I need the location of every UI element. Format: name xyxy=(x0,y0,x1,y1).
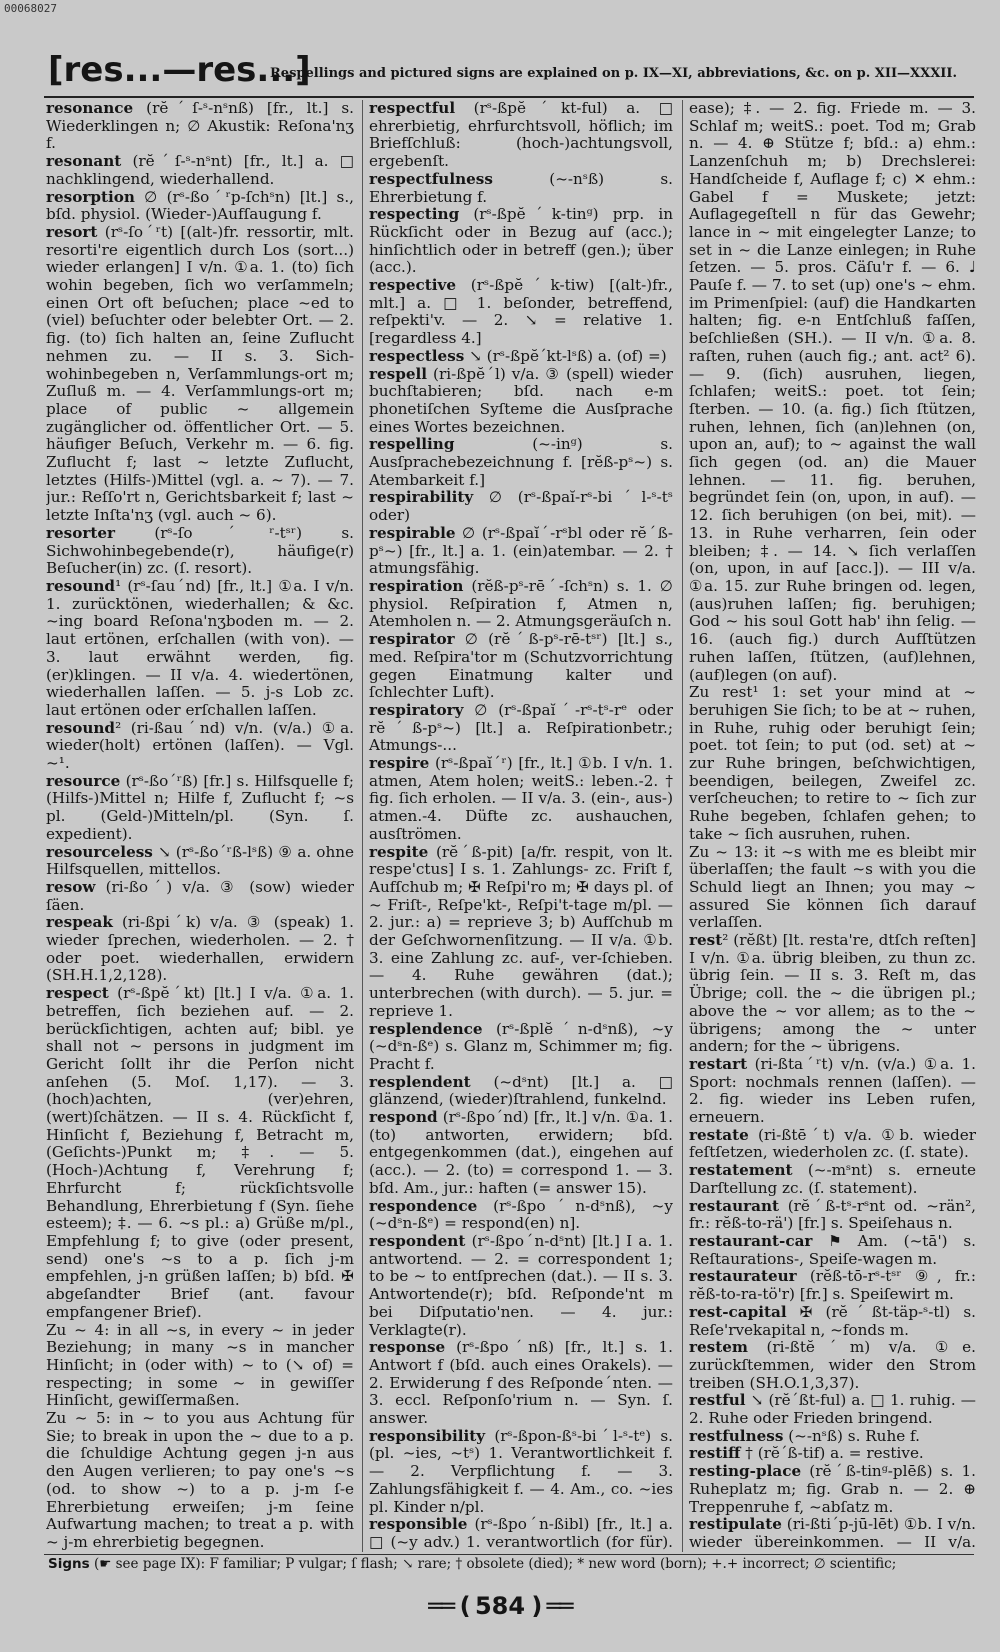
entry-headword: resource xyxy=(46,771,121,790)
header-rule xyxy=(44,96,974,98)
dictionary-entry xyxy=(46,985,354,1321)
entry-definition: (rˢ-ßpoˊn-dˢnt) [lt.] I a. 1. antwortend. — 2. = correspondent 1; to be ~ to entſprechen (dat.). — II s. 3. Antwortende(r); bſd. Reſponde'nt m bei Diſputatio'nen. — 4. jur.: Verklagte(r). xyxy=(369,1232,673,1339)
entry-headword: respirable xyxy=(369,523,456,542)
dictionary-entry xyxy=(46,100,354,153)
dictionary-entry xyxy=(46,153,354,188)
entry-definition: (rĕˊß-tinᵍ-plēß) s. 1. Ruheplatz m; fig. Grab n. — 2. ⊕ Treppenruhe f, ~abſatz m. xyxy=(689,1462,976,1516)
entry-headword: respectless xyxy=(369,346,465,365)
column-1 xyxy=(46,100,354,1552)
dictionary-entry xyxy=(46,1322,354,1411)
dictionary-entry xyxy=(689,1162,976,1197)
dictionary-entry xyxy=(369,1198,673,1233)
entry-headword: restate xyxy=(689,1125,749,1144)
dictionary-entry xyxy=(369,844,673,1021)
entry-headword: resort xyxy=(46,222,98,241)
entry-definition: (rˢ-ſoˊʳ-tˢʳ) s. Sichwohinbegebende(r), häufige(r) Beſucher(in) zc. (ſ. resort). xyxy=(46,523,354,578)
entry-headword: respecting xyxy=(369,205,460,224)
entry-headword: resound xyxy=(46,576,116,595)
entry-definition: (rˢ-ßpĕˊkt-ful) a. □ ehrerbietig, ehrfurchtsvoll, höflich; im Briefſchluß: (hoch-)achtungsvoll, ergebenſt. xyxy=(369,100,673,171)
dictionary-entry xyxy=(689,844,976,933)
entry-definition: (~-inᵍ) s. Ausſprachebezeichnung f. [rĕß-pˢ~) s. Atembarkeit f.] xyxy=(369,435,673,489)
entry-definition: ⚑ Am. (~tā') s. Reſtaurations-, Speiſe-wagen m. xyxy=(689,1232,976,1268)
entry-headword: resonance xyxy=(46,100,134,117)
dictionary-entry xyxy=(369,100,673,171)
entry-definition: Zu ~ 13: it ~s with me es bleibt mir überlaſſen; the fault ~s with you die Schuld liegt an Ihnen; you may ~ assured Sie können ſich darauf verlaſſen. xyxy=(689,842,976,932)
dictionary-entry xyxy=(369,578,673,631)
entry-headword: resonant xyxy=(46,152,122,171)
columns xyxy=(46,100,976,1552)
dictionary-entry xyxy=(369,1021,673,1074)
dictionary-entry xyxy=(369,1074,673,1109)
page-number-block xyxy=(0,1592,1000,1620)
dictionary-entry xyxy=(46,914,354,985)
header-note: Respellings and pictured signs are explained on p. IX—XI, abbreviations, &c. on p. XII—XXXII. xyxy=(270,66,957,81)
dictionary-entry xyxy=(46,879,354,914)
entry-headword: respondence xyxy=(369,1196,478,1215)
entry-headword: restem xyxy=(689,1338,748,1357)
page-number: 584 xyxy=(474,1592,526,1620)
entry-headword: restaurant xyxy=(689,1196,780,1215)
dictionary-entry xyxy=(369,1428,673,1517)
entry-definition: (rˢ-ßpoˊn-dˢnß), ~y (~dˢn-ßᵉ) = respond(en) n]. xyxy=(369,1196,673,1233)
entry-definition: (rĕß-tō-rˢ-tˢʳ ⑨, fr.: rĕß-to-ra-tö'r) [fr.] s. Speiſewirt m. xyxy=(689,1267,976,1304)
entry-definition: (ri-ßtaˊʳt) v/n. (v/a.) ①a. 1. Sport: nochmals rennen (laſſen). — 2. fig. wieder ins Leben rufen, erneuern. xyxy=(689,1054,976,1127)
entry-headword xyxy=(46,1551,162,1552)
dictionary-entry xyxy=(689,1127,976,1162)
dictionary-entry xyxy=(369,1516,673,1552)
dictionary-entry xyxy=(46,1410,354,1552)
entry-headword: respectfulness xyxy=(369,169,493,188)
dictionary-entry xyxy=(689,1428,976,1446)
entry-definition: ∅ (rĕˊß-pˢ-rē-tˢʳ) [lt.] s., med. Reſpira'tor m (Schutzvorrichtung gegen Einatmung kalter und ſchlechter Luft). xyxy=(369,630,673,702)
footer-rule xyxy=(44,1554,974,1555)
dictionary-entry xyxy=(369,702,673,755)
entry-definition: ↘ (rˢ-ßpĕˊkt-lˢß) a. (of) =) xyxy=(464,346,667,365)
entry-headword: respectful xyxy=(369,100,456,117)
entry-headword: respondent xyxy=(369,1232,466,1250)
entry-headword: respect xyxy=(46,984,109,1003)
entry-definition: (~-nˢß) s. Ehrerbietung f. xyxy=(369,169,673,206)
dictionary-entry xyxy=(369,436,673,489)
entry-definition: (ri-ßpĕˊl) v/a. ③ (spell) wieder buchſtabieren; bſd. nach e-m phonetiſchen Syſteme die Ausſprache eines Wortes bezeichnen. xyxy=(369,364,673,436)
dictionary-entry xyxy=(369,206,673,277)
entry-headword: resorption xyxy=(46,187,135,206)
entry-definition: (ri-ßtiˊp-jū-lēt) ①b. I v/n. wieder übereinkommen. — II v/a. xyxy=(689,1515,976,1551)
entry-headword: resow xyxy=(46,877,96,896)
entry-definition: † (rĕˊß-tif) a. = restive. xyxy=(740,1444,924,1463)
dictionary-entry xyxy=(369,1233,673,1339)
entry-headword: restaurateur xyxy=(689,1267,797,1286)
entry-definition: (rˢ-ßplĕˊn-dˢnß), ~y (~dˢn-ßᵉ) s. Glanz m, Schimmer m; fig. Pracht f. xyxy=(369,1019,673,1073)
page-number-left-ornament: ══ ( xyxy=(428,1592,475,1620)
entry-definition: Zu rest¹ 1: set your mind at ~ beruhigen Sie ſich; to be at ~ ruhen, in Ruhe, ruhig oder beruhigt ſein; poet. tot ſein; to put (od. set) at ~ zur Ruhe bringen, beſchwichtigen, beendigen, beilegen, Zweifel zc. verſcheuchen; to retire to ~ ſich zur Ruhe begeben, ſchlafen gehen; to take ~ ſich ausruhen, ruhen. xyxy=(689,683,976,843)
entry-definition: (ri-ßoˊ) v/a. ③ (sow) wieder ſäen. xyxy=(46,877,354,914)
entry-definition: (rĕˊß-tˢ-rˢnt od. ~rän², fr.: rĕß-to-rä') [fr.] s. Speiſehaus n. xyxy=(689,1196,976,1233)
dictionary-entry xyxy=(46,720,354,773)
entry-headword: respire xyxy=(369,754,430,773)
dictionary-entry xyxy=(369,489,673,524)
entry-headword: respite xyxy=(369,842,429,861)
entry-definition: ∅ (rˢ-ßpaĭˊ-rˢbl oder rĕˊß-pˢ~) [fr., lt.] a. 1. (ein)atembar. — 2. † atmungsfähig. xyxy=(369,523,673,578)
entry-headword: respirability xyxy=(369,488,474,507)
entry-headword: restart xyxy=(689,1054,748,1073)
entry-definition: (ri-ßtēˊt) v/a. ①b. wieder feſtſetzen, wiederholen zc. (ſ. state). xyxy=(689,1125,976,1162)
entry-headword: respective xyxy=(369,276,457,295)
entry-headword: responsible xyxy=(369,1515,468,1534)
dictionary-entry xyxy=(46,224,354,525)
dictionary-entry xyxy=(689,1056,976,1127)
dictionary-entry xyxy=(46,844,354,879)
entry-headword: restiff xyxy=(689,1444,741,1463)
dictionary-entry xyxy=(369,755,673,844)
entry-definition: (rˢ-ßpoˊnß) [fr., lt.] s. 1. Antwort f (bſd. auch eines Orakels). — 2. Erwiderung f des Reſpondeˊnten. — 3. eccl. Reſponſo'rium n. — Syn. ſ. answer. xyxy=(369,1338,673,1428)
dictionary-entry xyxy=(46,525,354,578)
entry-headword: resplendent xyxy=(369,1072,471,1091)
entry-definition: ¹ (rˢ-ſauˊnd) [fr., lt.] ①a. I v/n. 1. zurücktönen, wiederhallen; & &c. ~ing board Reſona'nʒboden m. — 2. laut ertönen, erſchallen (with von). — 3. laut erwähnt werden, fig. (er)klingen. — II v/a. 4. wiedertönen, wiederhallen laſſen. — 5. j-s Lob zc. laut ertönen oder erſchallen laſſen. xyxy=(46,576,354,719)
entry-headword: rest-capital xyxy=(689,1302,787,1321)
entry-definition: Zu ~ 4: in all ~s, in every ~ in jeder Beziehung; in many ~s in mancher Hinſicht; in (oder with) ~ to (↘ of) = respecting; in some ~ in gewiſſer Hinſicht, gewiſſermaßen. xyxy=(46,1320,354,1410)
entry-definition: ∅ (rˢ-ßoˊʳp-ſchˢn) [lt.] s., bſd. physiol. (Wieder-)Aufſaugung f. xyxy=(46,187,354,224)
header-range: [res...—res...] xyxy=(48,50,311,90)
entry-headword: resorter xyxy=(46,523,116,542)
entry-definition: (rˢ-ßpoˊnd) [fr., lt.] v/n. ①a. 1. (to) antworten, erwidern; bſd. entgegenkommen (dat.), eingehen auf (acc.). — 2. (to) = correspond 1. — 3. bſd. Am., jur.: haften (= answer 15). xyxy=(369,1108,673,1197)
entry-definition: (rˢ-ßpĕˊkt) [lt.] I v/a. ①a. 1. betreffen, ſich beziehen auf. — 2. berückſichtigen, achten auf; bibl. ye shall not ~ persons in judgment im Gericht ſollt ihr die Perſon nicht anſehen (5. Moſ. 1,17). — 3. (hoch)achten, (ver)ehren, (wert)ſchätzen. — II s. 4. Rückſicht f, Hinſicht f, Beziehung f, Betracht m, (Geſichts-)Punkt m; ‡. — 5. (Hoch-)Achtung f, Verehrung f; Ehrfurcht f; rückſichtsvolle Behandlung, Ehrerbietung f (Syn. ſiehe esteem); ‡. — 6. ~s pl.: a) Grüße m/pl., Empfehlung f; to give (oder present, send) one's ~s to a p. ſich j-m empfehlen, j-n grüßen laſſen; b) bſd. ✠ abgeſandter Brief (ant. favour empfangener Brief). xyxy=(46,984,354,1321)
entry-headword: respond xyxy=(369,1108,438,1127)
entry-definition: ✠ (rĕˊßt-täp-ˢ-tl) s. Reſe'rvekapital n, ~fonds m. xyxy=(689,1302,976,1339)
entry-definition: (rˢ-ßpĕˊk-tinᵍ) prp. in Rückſicht oder in Bezug auf (acc.); hinſichtlich oder in betreff (gen.); über (acc.). xyxy=(369,205,673,277)
entry-definition: (~-nˢß) s. Ruhe f. xyxy=(783,1426,920,1445)
dictionary-entry xyxy=(369,1109,673,1198)
entry-definition: (rĕß-pˢ-rēˊ-ſchˢn) s. 1. ∅ physiol. Reſpiration f, Atmen n, Atemholen n. — 2. Atmungsgeräuſch n. xyxy=(369,576,673,631)
entry-headword: resplendence xyxy=(369,1019,483,1038)
entry-headword: resound xyxy=(46,718,116,737)
entry-definition: (rˢ-ßpĕˊk-tiw) [(alt-)fr., mlt.] a. □ 1. beſonder, betreffend, reſpekti'v. — 2. ↘ = relative 1. [regardless 4.] xyxy=(369,276,673,348)
dictionary-entry xyxy=(46,189,354,224)
dictionary-entry xyxy=(689,1392,976,1427)
entry-definition: (rĕˊſ-ˢ-nˢnt) [fr., lt.] a. □ nachklingend, wiederhallend. xyxy=(46,152,354,188)
entry-definition: (ri-ßtĕˊm) v/a. ①e. zurückſtemmen, wider den Strom treiben (SH.O.1,3,37). xyxy=(689,1338,976,1392)
dictionary-entry xyxy=(689,1463,976,1516)
dictionary-entry xyxy=(369,366,673,437)
entry-definition: (rˢ-ßpaĭˊʳ) [fr., lt.] ①b. I v/n. 1. atmen, Atem holen; weitS.: leben.-2. † fig. ſich erholen. — II v/a. 3. (ein-, aus-) atmen.-4. Düfte zc. aushauchen, ausſtrömen. xyxy=(369,754,673,843)
dictionary-entry xyxy=(689,1304,976,1339)
entry-headword: rest xyxy=(689,931,723,950)
entry-definition: ease); ‡. — 2. fig. Friede m. — 3. Schlaf m; weitS.: poet. Tod m; Grab n. — 4. ⊕ Stütze f; bſd.: a) ehm.: Lanzenſchuh m; b) Drechslerei: Handſcheide f, Auflage f; c) ✕ ehm.: Gabel f = Muskete; jetzt: Auflagegeſtell n für das Gewehr; lance in ~ mit eingelegter Lanze; to set in ~ die Lanze einlegen; in Ruhe ſetzen. — 5. pros. Cäſu'r f. — 6. ♩ Pauſe f. — 7. to set (up) one's ~ ehm. im Primenſpiel: (auf) die Handkarten halten; fig. e-n Entſchluß faſſen, beſchließen (SH.). — II v/n. ①a. 8. raſten, ruhen (auch fig.; ant. act² 6). — 9. (ſich) ausruhen, liegen, ſchlafen; weitS.: poet. tot ſein; ſterben. — 10. (a. fig.) ſich ſtützen, ruhen, lehnen, ſich (an)lehnen (on, upon an, auf); to ~ against the wall ſich gegen (od. an) die Mauer lehnen. — 11. fig. beruhen, begründet ſein (on, upon, in auf). — 12. ſich beruhigen (on bei, mit). — 13. in Ruhe verharren, ſein oder bleiben; ‡. — 14. ↘ ſich verlaſſen (on, upon, in auf [acc.]). — III v/a. ①a. 15. zur Ruhe bringen od. legen, (aus)ruhen laſſen; fig. beruhigen; God ~ his soul Gott hab' ihn ſelig. — 16. (auch fig.) durch Aufſtützen ruhen laſſen, ſtützen, (auf)lehnen, (auf)legen (on auf). xyxy=(689,100,976,684)
entry-headword: restatement xyxy=(689,1161,793,1180)
dictionary-entry xyxy=(369,348,673,366)
entry-headword: respiration xyxy=(369,576,464,595)
entry-definition: ↘ (rĕˊßt-ful) a. □ 1. ruhig. — 2. Ruhe oder Frieden bringend. xyxy=(689,1391,976,1428)
dictionary-entry xyxy=(689,932,976,1056)
page-number-right-ornament: ) ══ xyxy=(525,1592,572,1620)
entry-definition: (rĕˊß-pit) [a/fr. respit, von lt. respe'ctus] I s. 1. Zahlungs- zc. Friſt f, Aufſchub m; ✠ Reſpi'ro m; ✠ days pl. of ~ Friſt-, Reſpe'kt-, Reſpi't-tage m/pl. — 2. jur.: a) = reprieve 3; b) Aufſchub m der Geſchwornenſitzung. — II v/a. ①b. 3. eine Zahlung zc. auf-, ver-ſchieben. — 4. Ruhe gewähren (dat.); unterbrechen (with durch). — 5. jur. = reprieve 1. xyxy=(369,842,673,1020)
signs-legend xyxy=(48,1556,978,1572)
page-header xyxy=(48,50,978,94)
entry-definition: ∅ (rˢ-ßpaĭ-rˢ-biˊl-ˢ-tˢ oder) xyxy=(369,488,673,525)
entry-definition: (ri-ßpiˊk) v/a. ③ (speak) 1. wieder ſprechen, wiederholen. — 2. † oder poet. wiederhallen, erwidern (SH.H.1,2,128). xyxy=(46,913,354,985)
dictionary-entry xyxy=(689,1339,976,1392)
entry-headword: restipulate xyxy=(689,1515,782,1534)
entry-definition: ∅ (rˢ-ßpaĭˊ-rˢ-tˢ-rᵉ oder rĕˊß-pˢ~) [lt.] a. Reſpirationbetr.; Atmungs-... xyxy=(369,700,673,755)
entry-headword: resourceless xyxy=(46,842,153,861)
dictionary-entry xyxy=(689,1198,976,1233)
entry-headword: response xyxy=(369,1338,446,1357)
dictionary-entry xyxy=(689,1233,976,1268)
entry-headword: respiratory xyxy=(369,700,464,719)
column-3 xyxy=(682,100,976,1552)
entry-headword: restful xyxy=(689,1391,746,1410)
entry-definition: (~-mˢnt) s. erneute Darſtellung zc. (ſ. statement). xyxy=(689,1161,976,1197)
dictionary-entry xyxy=(689,1445,976,1463)
entry-headword: respirator xyxy=(369,630,455,649)
entry-definition: (rˢ-ßpon-ßˢ-biˊl-ˢ-tᵉ) s. (pl. ~ies, ~tˢ) 1. Verantwortlichkeit f. — 2. Verpflichtung f. — 3. Zahlungsfähigkeit f. — 4. Am., co. ~ies pl. Kinder n/pl. xyxy=(369,1426,673,1516)
entry-definition: (rˢ-ßpoˊn-ßibl) [fr., lt.] a. □ (~y adv.) 1. verantwortlich (for für). xyxy=(369,1515,673,1551)
signs-text: (☛ see page IX): F familiar; P vulgar; ſ flash; ↘ rare; † obsolete (died); * new word (born); +.+ incorrect; ∅ scientific; xyxy=(89,1556,897,1572)
entry-definition: Zu ~ 5: in ~ to you aus Achtung für Sie; to break in upon the ~ due to a p. die ſchuldige Achtung gegen j-n aus den Augen verlieren; to pay one's ~s (od. to show ~) to a p. j-m ſ-e Ehrerbietung erweiſen; j-m ſeine Aufwartung machen; to treat a p. with ~ j-m ehrerbietig begegnen. xyxy=(46,1409,354,1551)
dictionary-entry xyxy=(689,684,976,843)
entry-headword: responsibility xyxy=(369,1426,486,1445)
entry-headword: respelling xyxy=(369,435,455,454)
dictionary-entry xyxy=(369,277,673,348)
dictionary-entry xyxy=(369,171,673,206)
dictionary-entry xyxy=(369,1339,673,1428)
entry-definition: ² (rĕßt) [lt. resta're, dtſch reſten] I v/n. ①a. übrig bleiben, zu thun zc. übrig ſein. — II s. 3. Reſt m, das Übrige; coll. the ~ die übrigen pl.; above the ~ vor allem; as to the ~ übrigens; among the ~ unter andern; for the ~ übrigens. xyxy=(689,931,976,1056)
entry-definition: (rˢ-ßoˊʳß) [fr.] s. Hilfsquelle f; (Hilfs-)Mittel n; Hilfe f, Zuflucht f; ~s pl. (Geld-)Mitteln/pl. (Syn. ſ. expedient). xyxy=(46,771,354,843)
dictionary-entry xyxy=(369,631,673,702)
entry-definition: ² (ri-ßauˊnd) v/n. (v/a.) ①a. wieder(holt) ertönen (laſſen). — Vgl. ~¹. xyxy=(46,718,354,773)
dictionary-entry xyxy=(689,1268,976,1303)
entry-definition: ↘ (rˢ-ßoˊʳß-lˢß) ⑨ a. ohne Hilfsquellen, mittellos. xyxy=(46,842,354,879)
column-2 xyxy=(362,100,673,1552)
dictionary-entry xyxy=(689,1516,976,1552)
dictionary-entry xyxy=(689,100,976,684)
entry-headword: respell xyxy=(369,364,428,383)
entry-headword: resting-place xyxy=(689,1462,802,1481)
entry-definition: (rˢ-ſoˊʳt) [(alt-)fr. ressortir, mlt. resorti're eigentlich durch Los (sort...) wieder erlangen] I v/n. ①a. 1. (to) ſich wohin begeben, ſich wo verſammeln; einen Ort oft beſuchen; place ~ed to (viel) beſuchter oder belebter Ort. — 2. fig. (to) ſich halten an, ſeine Zuflucht nehmen zu. — II s. 3. Sich-wohinbegeben n, Verſammlungs-ort m; Zuſluß m. — 4. Verſammlungs-ort m; place of public ~ allgemein zugänglicher od. öffentlicher Ort. — 5. häufiger Beſuch, Verkehr m. — 6. fig. Zuflucht f; last ~ letzte Zuflucht, letztes (Hilfs-)Mittel (vgl. a. ~ 7). — 7. jur.: Reſſo'rt n, Gerichtsbarkeit f; last ~ letzte Inſta'nʒ (vgl. auch ~ 6). xyxy=(46,222,354,525)
entry-headword: restaurant-car xyxy=(689,1232,813,1250)
signs-label: Signs xyxy=(48,1556,90,1572)
entry-headword: restfulness xyxy=(689,1426,784,1445)
entry-definition: (rĕˊſ-ˢ-nˢnß) [fr., lt.] s. Wiederklingen n; ∅ Akustik: Reſona'nʒ f. xyxy=(46,100,354,153)
dictionary-entry xyxy=(369,525,673,578)
entry-headword: respeak xyxy=(46,913,113,932)
dictionary-entry xyxy=(46,578,354,720)
entry-definition: (~dˢnt) [lt.] a. □ glänzend, (wieder)ſtrahlend, funkelnd. xyxy=(369,1072,673,1109)
image-id: 00068027 xyxy=(4,2,57,15)
dictionary-entry xyxy=(46,773,354,844)
